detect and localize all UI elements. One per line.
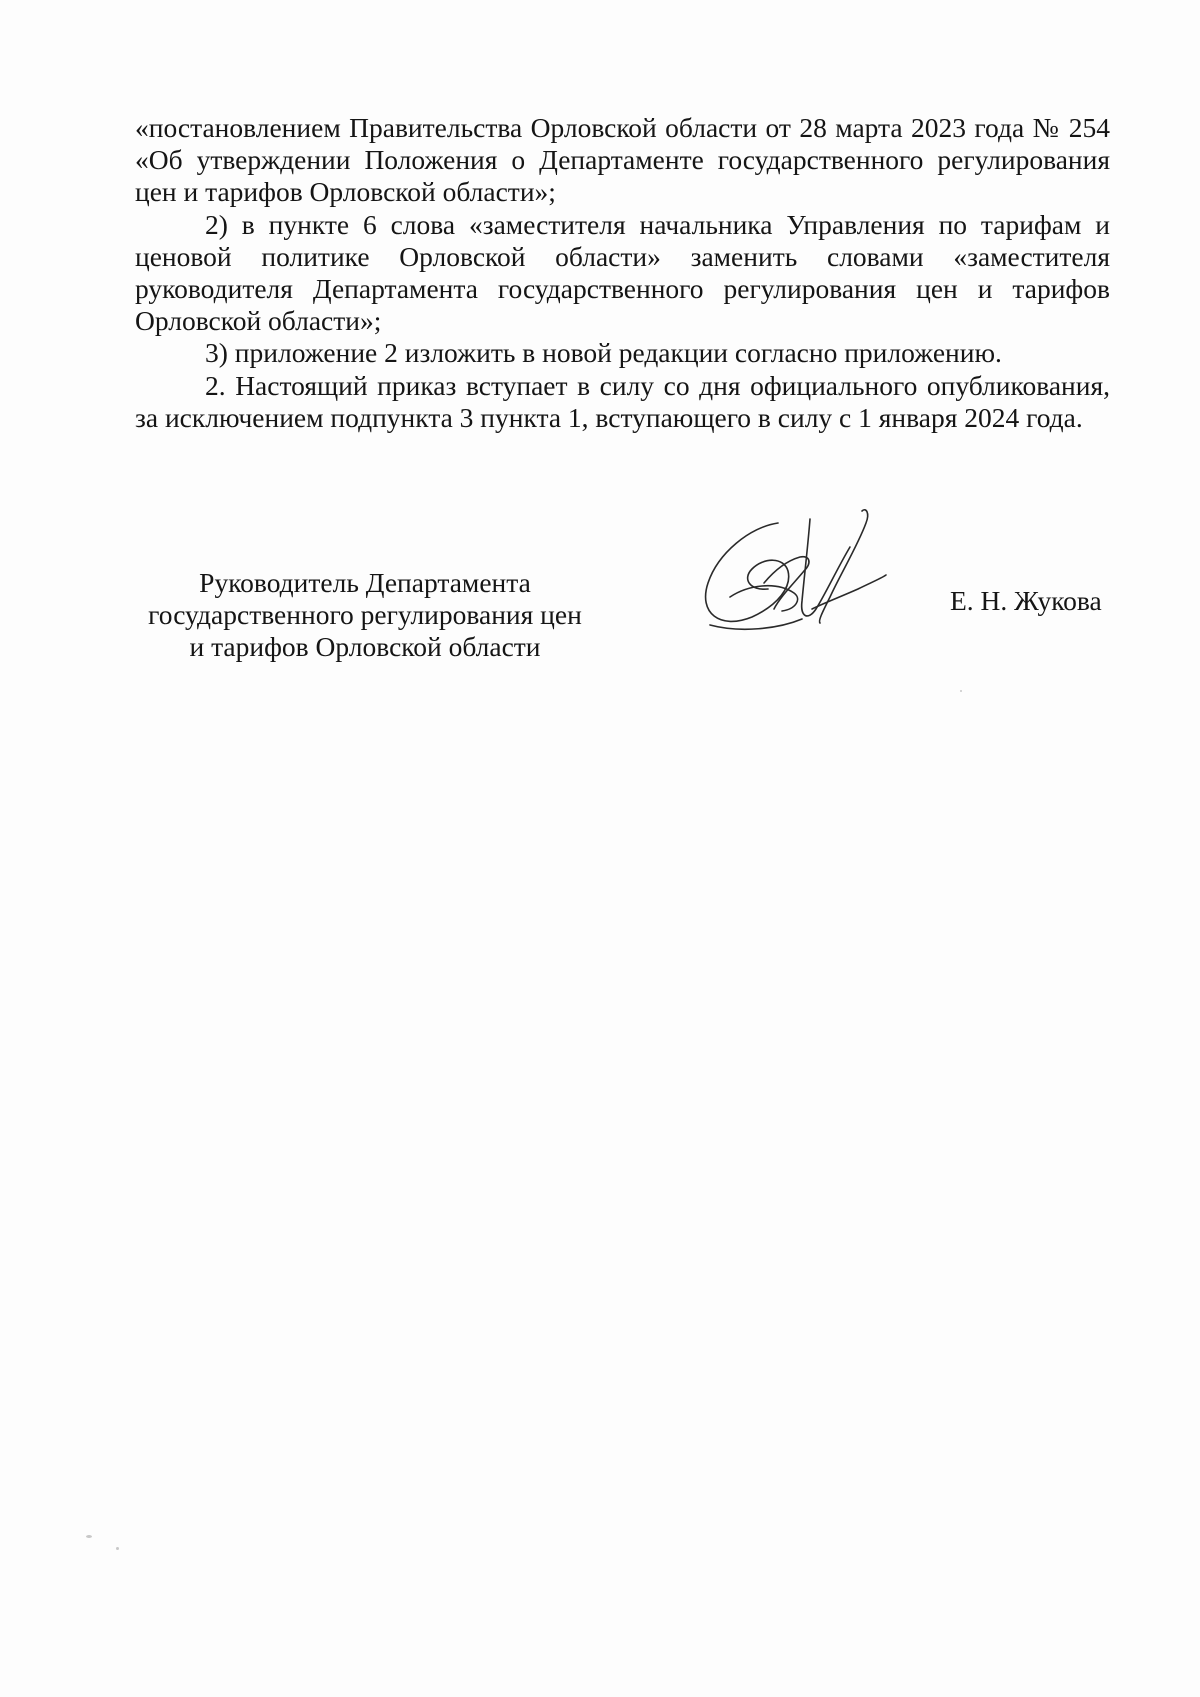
handwritten-signature — [690, 505, 900, 650]
scan-speck — [86, 1535, 92, 1538]
signature-tail — [812, 575, 886, 609]
signatory-position-line-2: государственного регулирования цен — [148, 599, 582, 631]
signatory-position-line-1: Руководитель Департамента — [199, 567, 531, 598]
signature-stroke-zh-mid — [802, 519, 850, 616]
paragraph-continuation: «постановлением Правительства Орловской области от 28 марта 2023 года № 254 «Об утверждении Положения о Департаменте государственного регулирования цен и тарифов Орловской области»; — [135, 112, 1110, 208]
signature-stroke-zh-tall — [819, 510, 867, 623]
scan-speck — [116, 1547, 119, 1550]
paragraph-item-2: 2) в пункте 6 слова «заместителя начальника Управления по тарифам и ценовой политике Орловской области» заменить словами «заместителя руководителя Департамента государственного регулирования цен и тарифов Орловской области»; — [135, 208, 1110, 337]
signatory-position — [130, 567, 600, 664]
signatory-position-line-3: и тарифов Орловской области — [189, 631, 541, 663]
paragraph-clause-2: 2. Настоящий приказ вступает в силу со дня официального опубликования, за исключением подпункта 3 пункта 1, вступающего в силу с 1 января 2024 года. — [135, 369, 1110, 433]
signer-name: Е. Н. Жукова — [950, 585, 1102, 616]
document-body — [135, 112, 1110, 434]
paragraph-item-3: 3) приложение 2 изложить в новой редакции согласно приложению. — [205, 337, 1002, 369]
scan-speck — [960, 690, 962, 692]
